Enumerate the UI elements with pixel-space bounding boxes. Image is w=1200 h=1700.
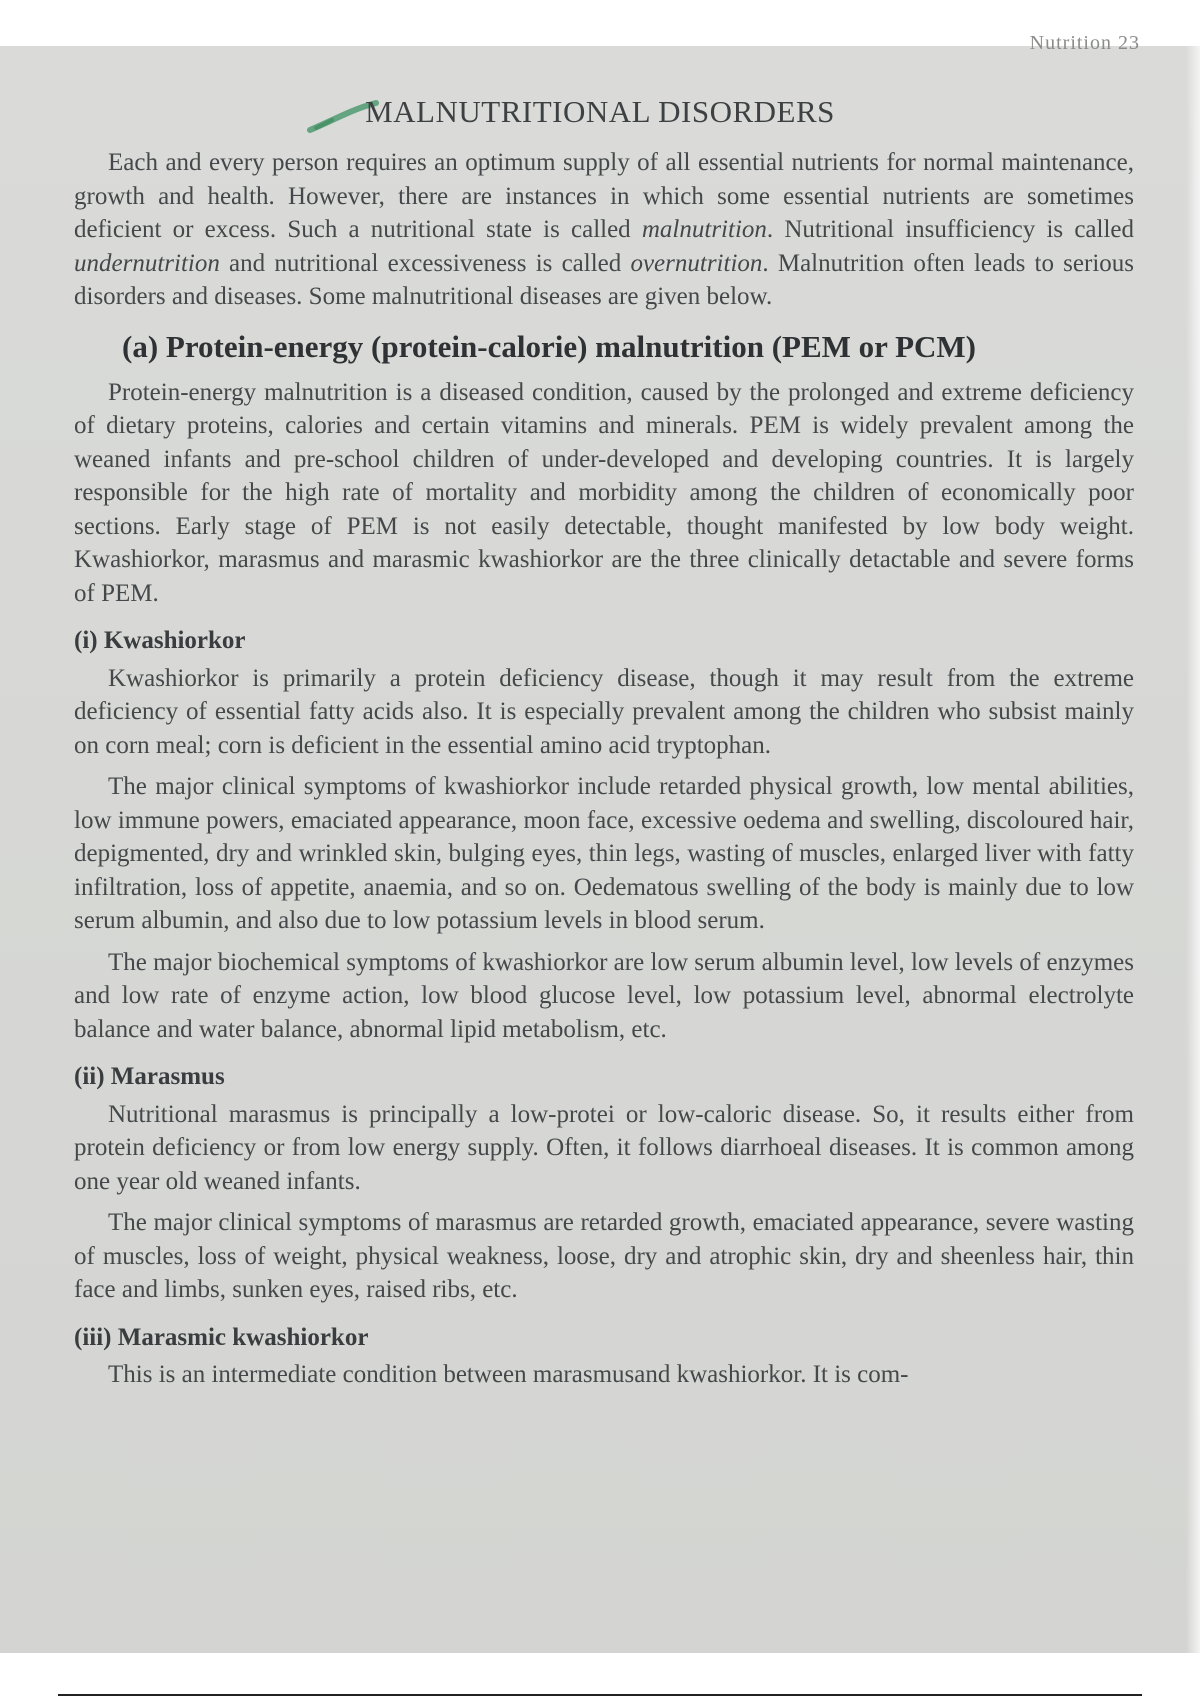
page-body	[74, 146, 1134, 1392]
section-heading-pem: (a) Protein-energy (protein-calorie) malnutrition (PEM or PCM)	[122, 328, 976, 364]
subheading-kwashiorkor: (i) Kwashiorkor	[74, 627, 246, 654]
intro-paragraph	[74, 146, 1134, 314]
kwashiorkor-paragraph-1: Kwashiorkor is primarily a protein deficiency disease, though it may result from the extreme deficiency of essential fatty acids also. It is especially prevalent among the children who subsist mainly on corn meal; corn is deficient in the essential amino acid tryptophan.	[74, 664, 1134, 759]
page-photo	[0, 32, 1200, 1653]
page-title: MALNUTRITIONAL DISORDERS	[365, 94, 835, 129]
bottom-rule	[58, 1694, 1142, 1696]
marasmic-kwashiorkor-paragraph-1: This is an intermediate condition between marasmusand kwashiorkor. It is com-	[108, 1361, 909, 1388]
subheading-marasmic-kwashiorkor: (iii) Marasmic kwashiorkor	[74, 1323, 369, 1351]
pem-paragraph: Protein-energy malnutrition is a diseased condition, caused by the prolonged and extreme deficiency of dietary proteins, calories and certain vitamins and minerals. PEM is widely prevalent among the weaned infants and pre-school children of under-developed and developing countries. It is largely responsible for the high rate of mortality and morbidity among the children of economically poor sections. Early stage of PEM is not easily detectable, thought manifested by low body weight. Kwashiorkor, marasmus and marasmic kwashiorkor are the three clinically detactable and severe forms of PEM.	[74, 378, 1134, 607]
kwashiorkor-paragraph-3: The major biochemical symptoms of kwashiorkor are low serum albumin level, low levels of enzymes and low rate of enzyme action, low blood glucose level, low potassium level, abnormal electrolyte balance and water balance, abnormal lipid metabolism, etc.	[74, 948, 1134, 1043]
intro-text-1: Each and every person requires an optimum supply of all essential nutrients for normal maintenance, growth and health. However, there are instances in which some essential nutrients are sometimes deficient or excess. Such a nutritional state is called	[74, 149, 1134, 243]
intro-text-4: . Malnutrition often leads to serious disorders and diseases. Some malnutritional diseases are given below.	[74, 249, 1134, 310]
intro-text-2: . Nutritional insufficiency is called	[766, 216, 1134, 243]
kwashiorkor-paragraph-2: The major clinical symptoms of kwashiorkor include retarded physical growth, low mental abilities, low immune powers, emaciated appearance, moon face, excessive oedema and swelling, discoloured hair, depigmented, dry and wrinkled skin, bulging eyes, thin legs, wasting of muscles, enlarged liver with fatty infiltration, loss of appetite, anaemia, and so on. Oedematous swelling of the body is mainly due to low serum albumin, and also due to low potassium levels in blood serum.	[74, 773, 1134, 934]
term-undernutrition: undernutrition	[74, 249, 220, 277]
intro-text-3: and nutritional excessiveness is called	[219, 249, 631, 277]
marasmus-paragraph-2: The major clinical symptoms of marasmus are retarded growth, emaciated appearance, severe wasting of muscles, loss of weight, physical weakness, loose, dry and atrophic skin, dry and sheenless hair, thin face and limbs, sunken eyes, raised ribs, etc.	[74, 1209, 1134, 1303]
term-malnutrition: malnutrition	[641, 216, 767, 243]
term-overnutrition: overnutrition	[630, 249, 763, 277]
running-head: Nutrition 23	[1029, 32, 1140, 54]
marasmus-paragraph-1: Nutritional marasmus is principally a low-protei or low-caloric disease. So, it results either from protein deficiency or from low energy supply. Often, it follows diarrhoeal diseases. It is common among one year old weaned infants.	[74, 1100, 1134, 1195]
subheading-marasmus: (ii) Marasmus	[74, 1063, 225, 1090]
